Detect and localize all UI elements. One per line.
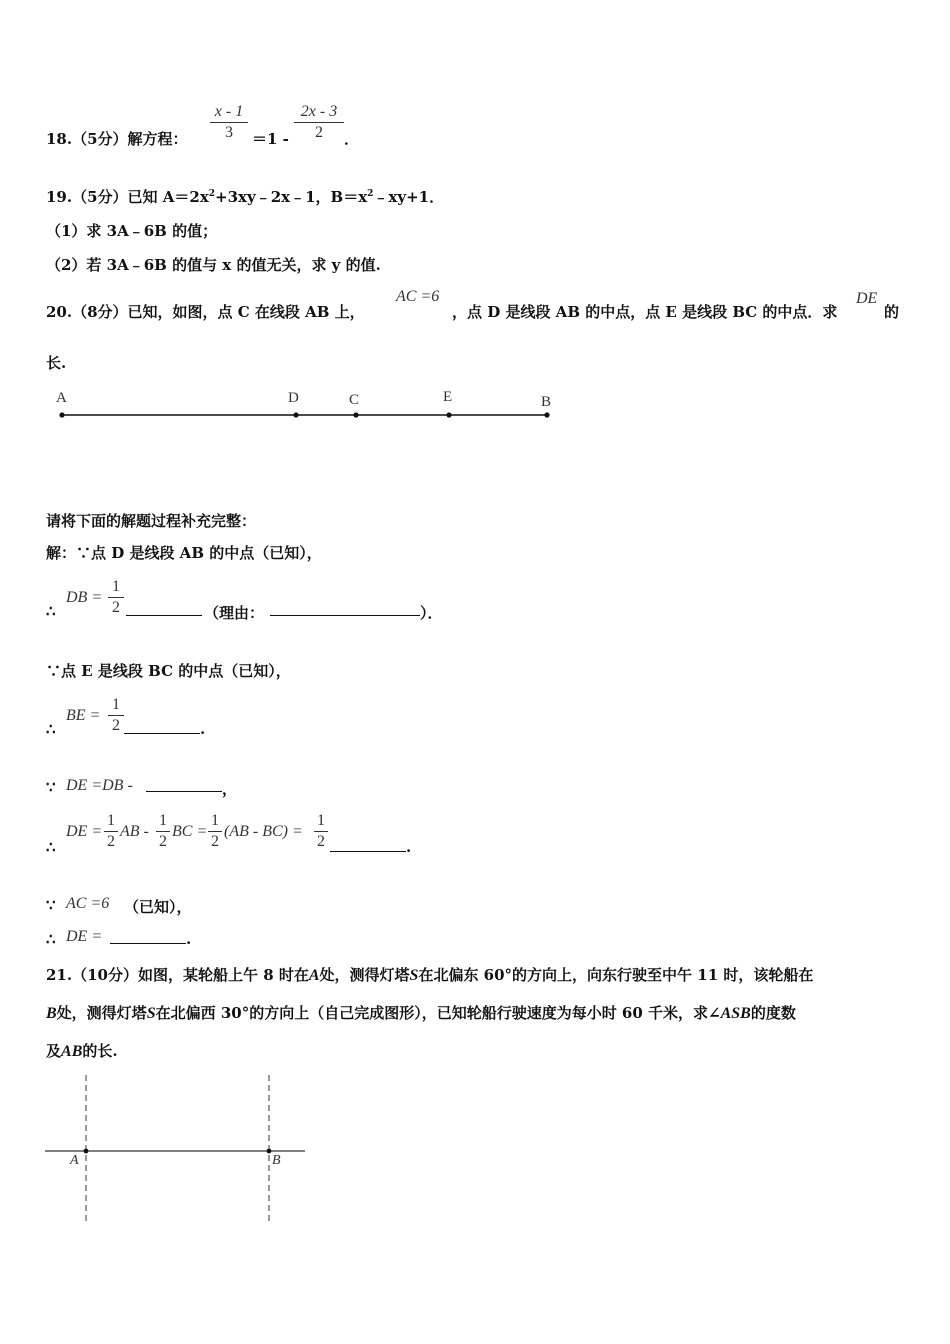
ac-known: AC =6: [66, 895, 110, 912]
q18-end: ．: [344, 130, 360, 148]
period: .: [406, 838, 412, 856]
therefore-symbol: ∴: [46, 930, 56, 948]
reason-open: （理由：: [204, 604, 265, 622]
period: .: [186, 930, 192, 948]
label-c: C: [349, 392, 360, 408]
q20-prompt: 请将下面的解题过程补充完整：: [46, 512, 257, 530]
q18-fraction-1: $\frac{x - 1}{3}$: [210, 102, 248, 143]
half-fraction: $\frac{1}{2}$: [156, 811, 170, 852]
q19-part-1: （1）求 3A﹣6B 的值；: [46, 222, 218, 240]
therefore-symbol: ∴: [46, 602, 56, 620]
paren-term: (AB - BC) =: [224, 823, 303, 840]
because-symbol: ∵: [46, 778, 56, 796]
ab-term: AB -: [120, 823, 149, 840]
half-fraction: $\frac{1}{2}$: [314, 811, 328, 852]
half-fraction: $\frac{1}{2}$: [108, 577, 124, 618]
q20-intro-a: 20.（8分）已知，如图，点 C 在线段 AB 上，: [46, 303, 365, 321]
de-final: DE =: [66, 928, 103, 945]
point-a: [84, 1149, 89, 1154]
q20-math-de: DE: [856, 290, 878, 307]
label-a: A: [56, 390, 67, 406]
bc-term: BC =: [172, 823, 208, 840]
q20-step-3: ∵点 E 是线段 BC 的中点（已知），: [46, 662, 291, 680]
half-fraction: $\frac{1}{2}$: [108, 695, 124, 736]
label-a: A: [70, 1153, 79, 1168]
label-b: B: [272, 1153, 281, 1168]
because-symbol: ∵: [46, 896, 56, 914]
de-lhs: DE =: [66, 823, 103, 840]
q20-intro-b: ，点 D 是线段 AB 的中点，点 E 是线段 BC 的中点．求: [452, 303, 838, 321]
q20-math-ac: AC =6: [396, 288, 440, 305]
q20-step-1: 解：∵点 D 是线段 AB 的中点（已知），: [46, 544, 322, 562]
be-lhs: BE =: [66, 707, 101, 724]
q18-fraction-2: $\frac{2x - 3}{2}$: [294, 102, 344, 143]
q21-line-2: B处，测得灯塔S在北偏西 30°的方向上（自己完成图形），已知轮船行驶速度为每小时 60 千米，求∠ASB的度数: [46, 1004, 796, 1022]
q21-line-1: 21.（10分）如图，某轮船上午 8 时在A处，测得灯塔S在北偏东 60°的方向上，向东行驶至中午 11 时，该轮船在: [46, 966, 814, 984]
half-fraction: $\frac{1}{2}$: [104, 811, 118, 852]
q18-mid: ＝1 -: [252, 130, 289, 148]
q19-intro: 19.（5分）已知 $A=2x^2+3xy﹣2x﹣1$，$B=x^2﹣xy+1$．: [46, 188, 445, 206]
comma: ，: [222, 780, 238, 798]
therefore-symbol: ∴: [46, 838, 56, 856]
q19-part-2: （2）若 3A﹣6B 的值与 x 的值无关，求 y 的值.: [46, 256, 381, 274]
known-note: （已知），: [124, 898, 192, 916]
de-db-lhs: DE =DB -: [66, 777, 133, 794]
label-b: B: [541, 394, 552, 410]
half-fraction: $\frac{1}{2}$: [208, 811, 222, 852]
point-b: [267, 1149, 272, 1154]
label-d: D: [288, 390, 299, 406]
period: .: [200, 720, 206, 738]
q20-intro-c: 的: [884, 303, 900, 321]
q21-line-3: 及AB的长.: [46, 1042, 118, 1060]
therefore-symbol: ∴: [46, 720, 56, 738]
q20-intro-d: 长.: [46, 354, 67, 372]
reason-close: ）．: [420, 604, 443, 622]
label-e: E: [443, 389, 453, 405]
db-lhs: DB =: [66, 589, 103, 606]
q18-label: 18.（5分）解方程：: [46, 130, 188, 148]
